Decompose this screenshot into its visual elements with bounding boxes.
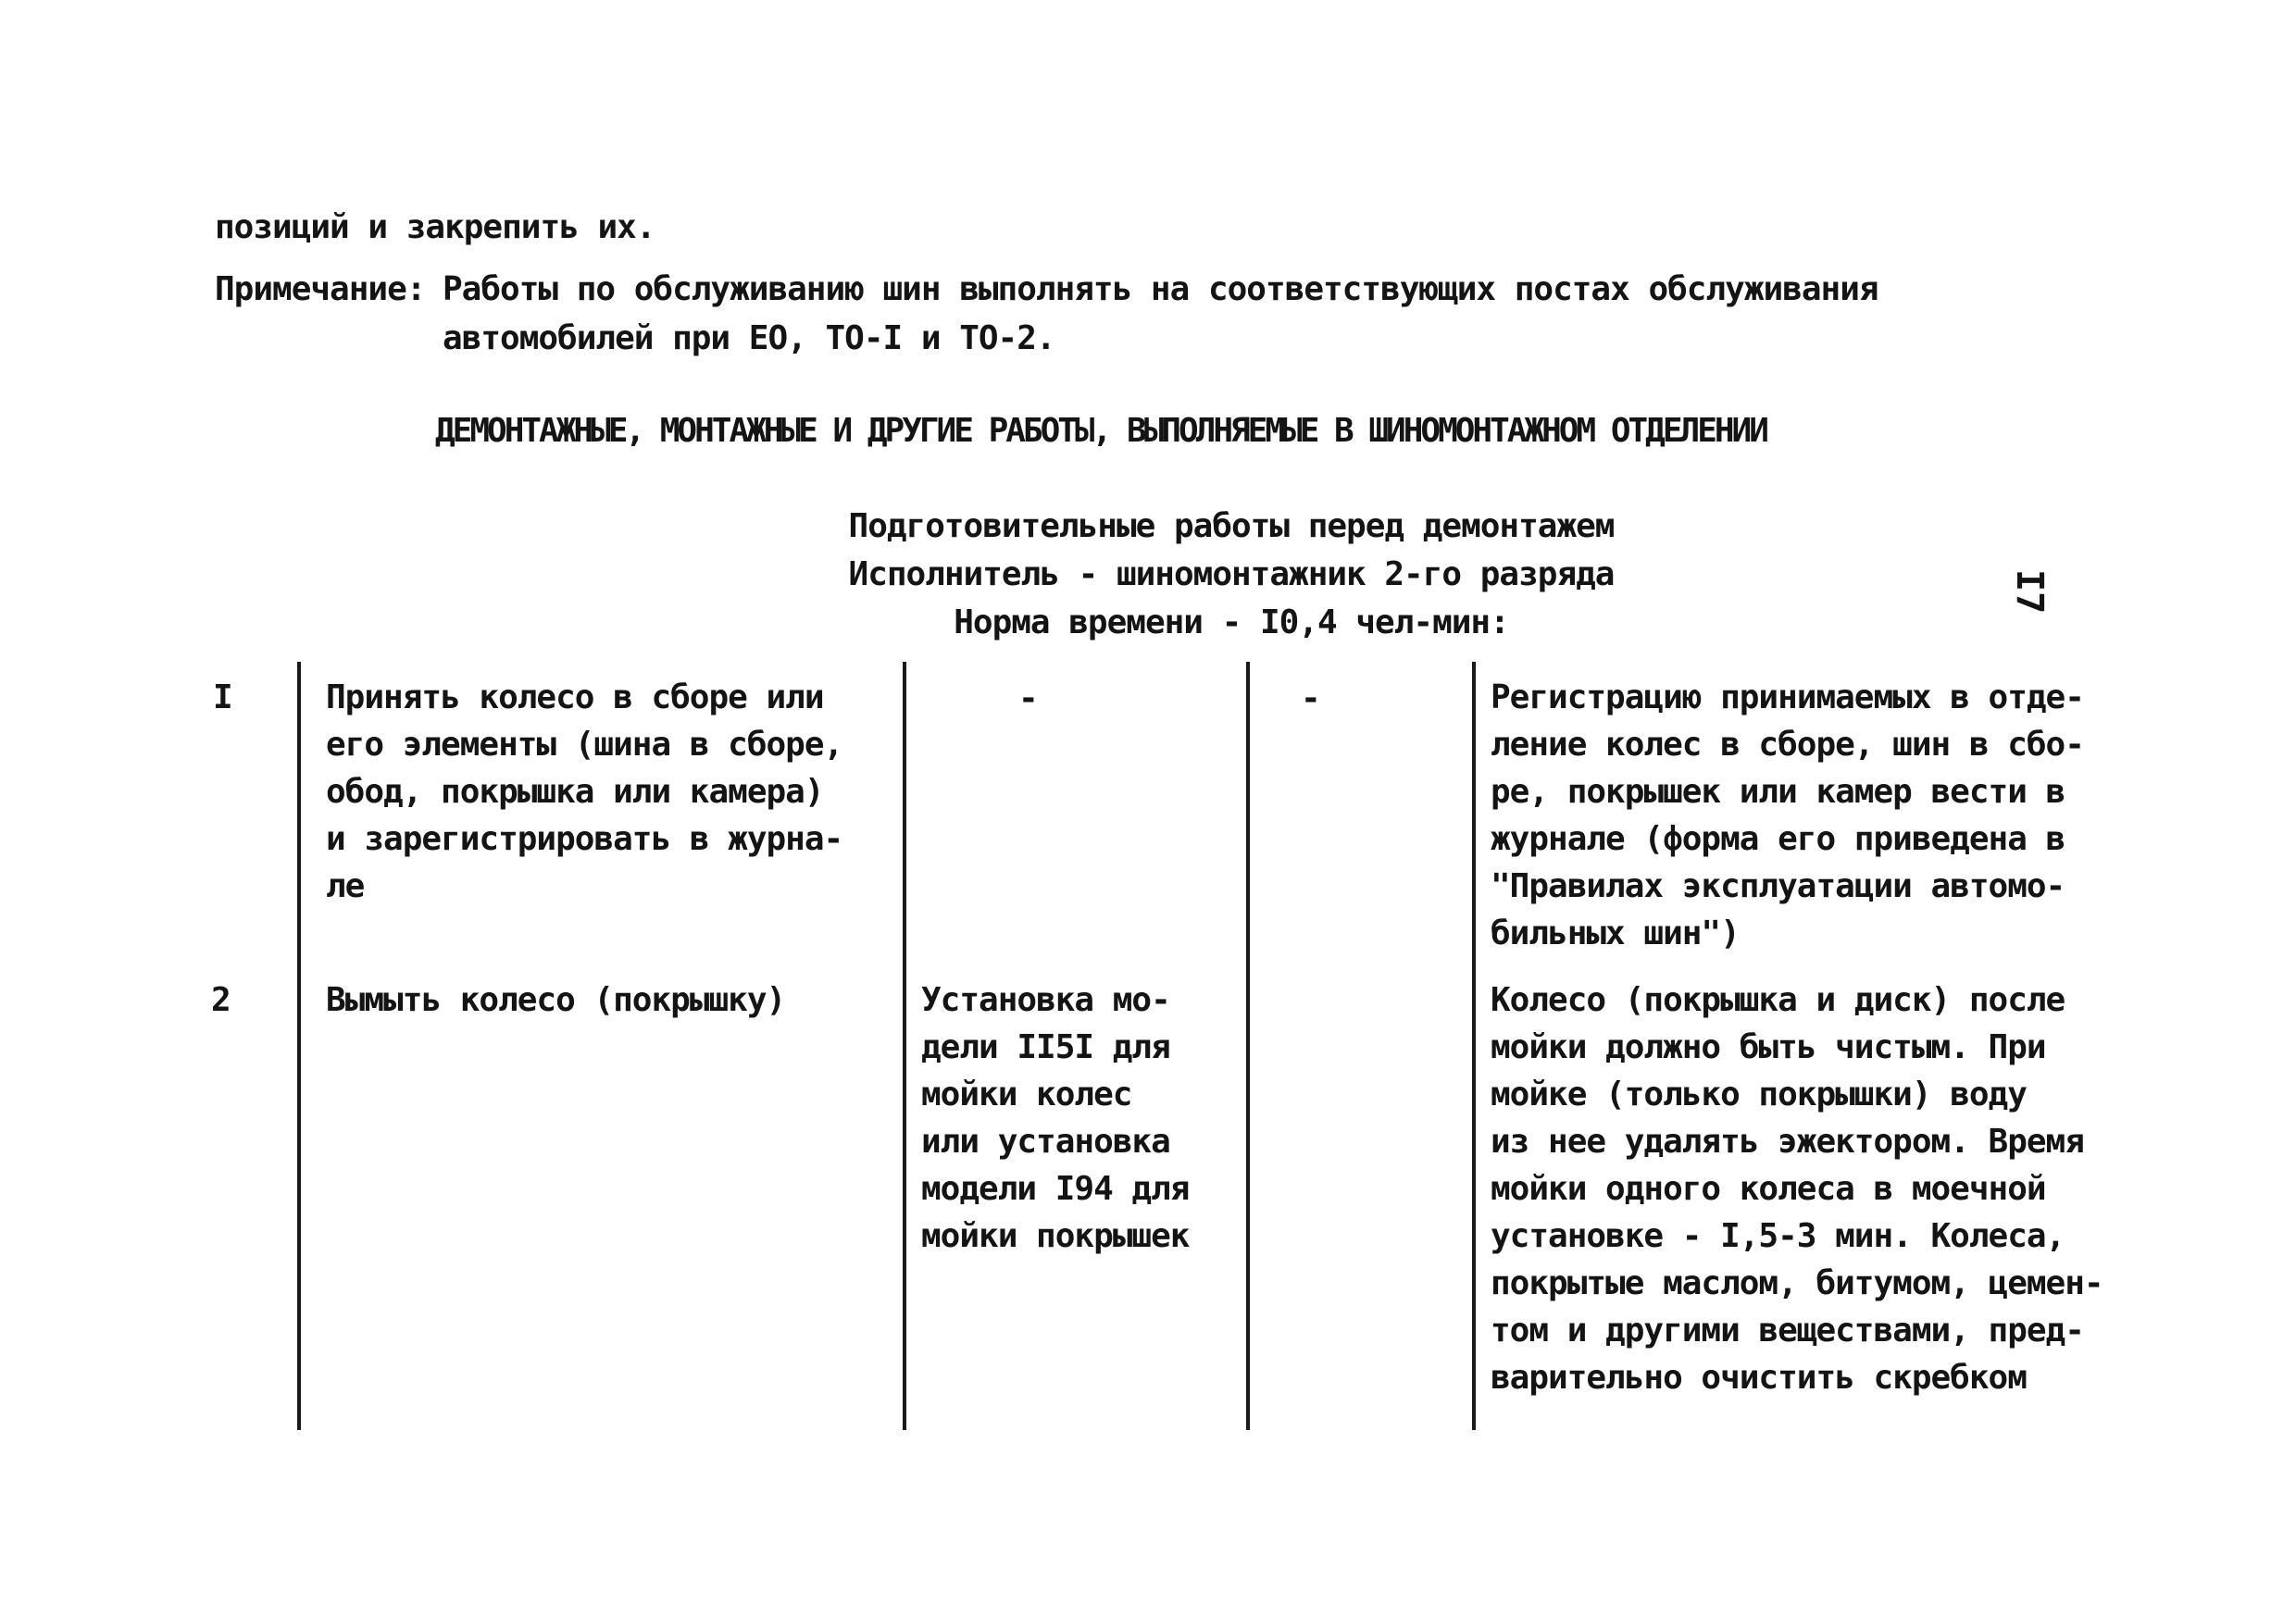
column-divider-3 — [1246, 662, 1250, 1430]
operation-cell: Вымыть колесо (покрышку) — [326, 981, 786, 1019]
note-label: Примечание: — [215, 270, 426, 308]
section-heading: ДЕМОНТАЖНЫЕ, МОНТАЖНЫЕ И ДРУГИЕ РАБОТЫ, ВЫПОЛНЯЕМЫЕ В ШИНОМОНТАЖНОМ ОТДЕЛЕНИИ — [435, 412, 1766, 450]
notes-cell: Колесо (покрышка и диск) после мойки должно быть чистым. При мойке (только покрышки) воду из нее удалять эжектором. Время мойки одного колеса в моечной установке - I,5-3 мин. Колеса, покрытые маслом, битумом, цемен- том и другими веществами, пред- варительно очистить скребком — [1491, 981, 2103, 1397]
note-text-line-2: автомобилей при ЕО, ТО-I и ТО-2. — [443, 319, 1055, 357]
intro-line: позиций и закрепить их. — [215, 208, 655, 246]
notes-cell: Регистрацию принимаемых в отде- ление колес в сборе, шин в сбо- ре, покрышек или камер вести в журнале (форма его приведена в "Правилах эксплуатации автомо- бильных шин") — [1491, 678, 2084, 952]
subheading-performer: Исполнитель - шиномонтажник 2-го разряда — [848, 555, 1615, 593]
page-number: I7 — [2008, 569, 2051, 615]
subheading-title: Подготовительные работы перед демонтажем — [848, 507, 1615, 545]
equipment-cell: - — [1018, 679, 1039, 717]
subheading-time-norm: Норма времени - I0,4 чел-мин: — [954, 603, 1509, 641]
equipment-cell: Установка мо- дели II5I для мойки колес или установка модели I94 для мойки покрышек — [921, 981, 1190, 1255]
operation-cell: Принять колесо в сборе или его элементы (шина в сборе, обод, покрышка или камера) и зарегистрировать в журна- ле — [326, 678, 843, 905]
column-divider-1 — [297, 662, 301, 1430]
tools-cell: - — [1301, 679, 1321, 717]
column-divider-2 — [903, 662, 906, 1430]
row-number: 2 — [211, 981, 231, 1019]
note-text-line-1: Работы по обслуживанию шин выполнять на соответствующих постах обслуживания — [443, 270, 1878, 308]
column-divider-4 — [1472, 662, 1476, 1430]
row-number: I — [213, 678, 232, 716]
